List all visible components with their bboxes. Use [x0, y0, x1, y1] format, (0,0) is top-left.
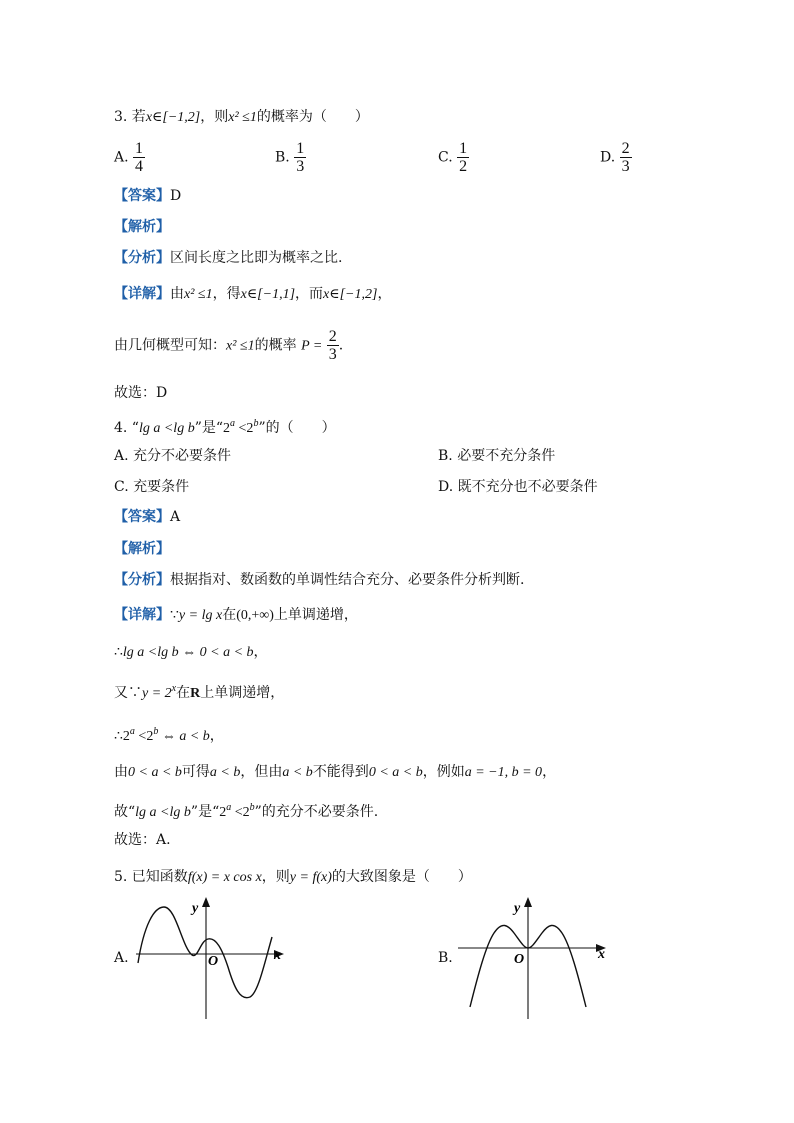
q4-option-c[interactable]: C. 充要条件 — [114, 479, 190, 495]
q3-option-d[interactable]: D. $\frac{2}{3}$ — [600, 140, 630, 175]
axis-x-label: x — [598, 947, 605, 962]
curve-a — [138, 907, 272, 998]
q3-option-c[interactable]: C. $\frac{1}{2}$ — [438, 140, 468, 175]
q4-detail-4: $\therefore 2^a <2^b$ ⇔ a < b， — [114, 726, 224, 744]
q3-detail-line2: 由几何概型可知：x² ≤1的概率 P = $\frac{2}{3}$ . — [114, 328, 344, 363]
fraction: $\frac{2}{3}$ — [621, 140, 630, 175]
q4-detail-5: 由0 < a < b可得a < b，但由a < b不能得到0 < a < b，例如a = −1, b = 0， — [114, 764, 557, 780]
fraction: $\frac{1}{4}$ — [135, 140, 144, 175]
axis-y-label: y — [514, 901, 521, 916]
y-arrow — [202, 897, 210, 907]
q5-stem: 5. 已知函数f(x) = x cos x，则y = f(x)的大致图象是（ ） — [114, 869, 472, 885]
y-arrow — [524, 897, 532, 907]
graph-a — [128, 895, 288, 1020]
q4-conclusion: 故选：A. — [114, 832, 171, 848]
q4-answer: 【答案】A — [114, 509, 181, 525]
axis-x-label: x — [274, 948, 281, 963]
q3-answer: 【答案】D — [114, 188, 182, 204]
q5-option-b[interactable]: B. — [438, 950, 453, 966]
q3-option-a[interactable]: A. $\frac{1}{4}$ — [114, 140, 144, 175]
origin-label: O — [208, 954, 219, 969]
q4-analysis-label: 【解析】 — [114, 541, 170, 557]
q3-stem: 3. 若x∈[−1,2]，则x² ≤1的概率为（ ） — [114, 109, 369, 125]
q4-detail-6: 故“lg a <lg b”是“$2^a <2^b$”的充分不必要条件. — [114, 802, 379, 820]
axis-y-label: y — [192, 901, 199, 916]
fraction: $\frac{2}{3}$ — [328, 328, 337, 363]
q3-conclusion: 故选：D — [114, 385, 168, 401]
q4-option-a[interactable]: A. 充分不必要条件 — [114, 448, 232, 464]
q3-option-b[interactable]: B. $\frac{1}{3}$ — [275, 140, 305, 175]
graph-b — [452, 895, 612, 1020]
q4-fenxi: 【分析】根据指对、数函数的单调性结合充分、必要条件分析判断. — [114, 572, 525, 588]
q4-detail-2: ∴lg a <lg b ⇔ 0 < a < b， — [114, 644, 268, 660]
q3-detail: 【详解】由x² ≤1，得x∈[−1,1]，而x∈[−1,2]， — [114, 286, 392, 302]
q4-detail-1: 【详解】∵y = lg x在(0,+∞)上单调递增， — [114, 607, 358, 623]
q4-option-b[interactable]: B. 必要不充分条件 — [438, 448, 556, 464]
q3-analysis-label: 【解析】 — [114, 219, 170, 235]
q5-option-a[interactable]: A. — [114, 950, 129, 966]
q3-fenxi: 【分析】区间长度之比即为概率之比. — [114, 250, 343, 266]
q4-detail-3: 又∵y = $2^x$在R上单调递增， — [114, 683, 285, 701]
q4-option-d[interactable]: D. 既不充分也不必要条件 — [438, 479, 598, 495]
fraction: $\frac{1}{3}$ — [296, 140, 305, 175]
origin-label: O — [514, 952, 525, 967]
fraction: $\frac{1}{2}$ — [459, 140, 468, 175]
q4-stem: 4. “lg a <lg b”是“$2^a <2^b$”的（ ） — [114, 418, 336, 436]
